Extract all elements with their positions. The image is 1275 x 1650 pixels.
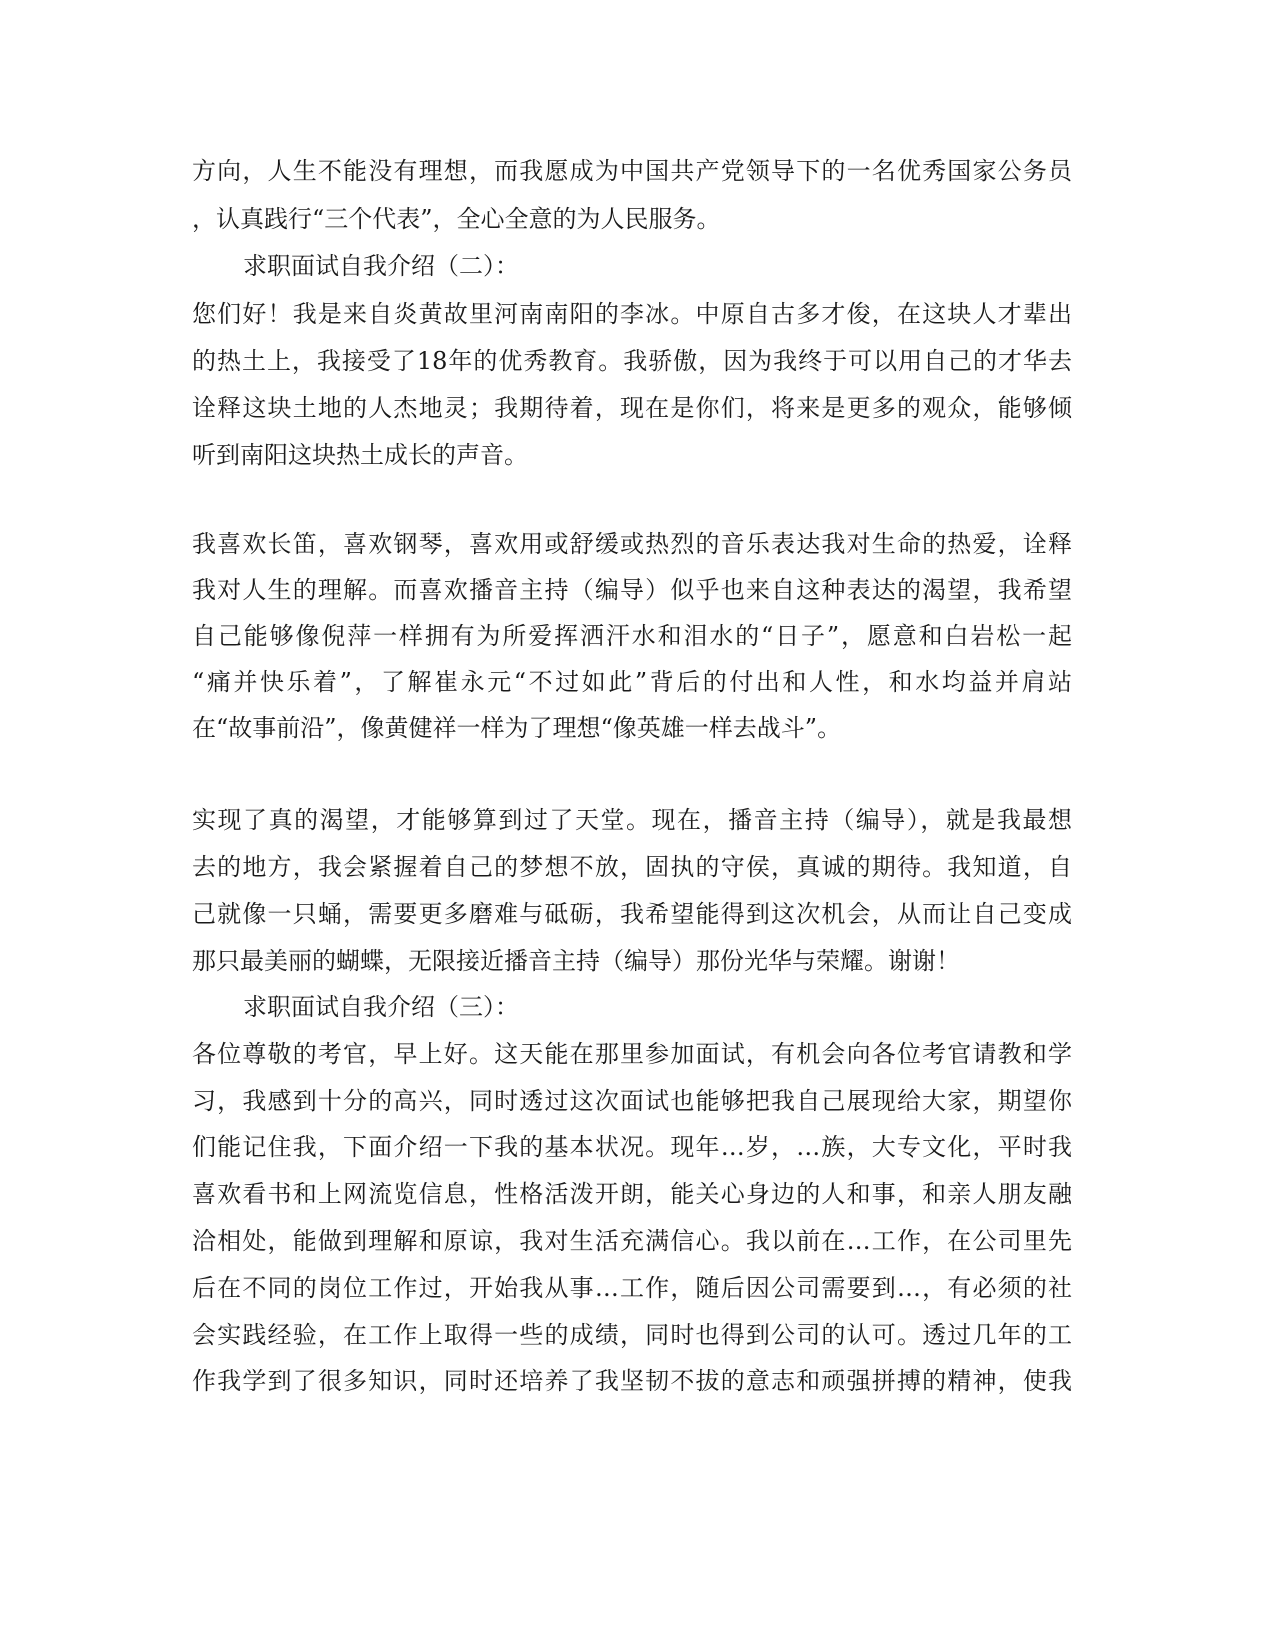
text-line: ，认真践行“三个代表”，全心全意的为人民服务。 xyxy=(192,205,721,233)
text-line: 洽相处，能做到理解和原谅，我对生活充满信心。我以前在…工作，在公司里先 xyxy=(192,1227,1072,1255)
text-line: 们能记住我，下面介绍一下我的基本状况。现年…岁，…族，大专文化，平时我 xyxy=(192,1133,1072,1161)
text-line: 喜欢看书和上网流览信息，性格活泼开朗，能关心身边的人和事，和亲人朋友融 xyxy=(192,1180,1072,1208)
text-line: 在“故事前沿”，像黄健祥一样为了理想“像英雄一样去战斗”。 xyxy=(192,714,842,742)
section-heading: 求职面试自我介绍（三）： xyxy=(243,993,519,1021)
text-line: 会实践经验，在工作上取得一些的成绩，同时也得到公司的认可。透过几年的工 xyxy=(192,1321,1072,1349)
text-line: 作我学到了很多知识，同时还培养了我坚韧不拔的意志和顽强拼搏的精神，使我 xyxy=(192,1367,1072,1395)
text-line: 习，我感到十分的高兴，同时透过这次面试也能够把我自己展现给大家，期望你 xyxy=(192,1087,1072,1115)
text-line: 的热土上，我接受了18年的优秀教育。我骄傲，因为我终于可以用自己的才华去 xyxy=(192,347,1072,375)
text-line: 听到南阳这块热土成长的声音。 xyxy=(192,441,528,469)
text-line: 后在不同的岗位工作过，开始我从事…工作，随后因公司需要到…，有必须的社 xyxy=(192,1274,1072,1302)
text-line: 去的地方，我会紧握着自己的梦想不放，固执的守侯，真诚的期待。我知道，自 xyxy=(192,853,1072,881)
text-line: 诠释这块土地的人杰地灵；我期待着，现在是你们，将来是更多的观众，能够倾 xyxy=(192,394,1072,422)
text-line: 自己能够像倪萍一样拥有为所爱挥洒汗水和泪水的“日子”，愿意和白岩松一起 xyxy=(192,622,1072,650)
text-line: 方向，人生不能没有理想，而我愿成为中国共产党领导下的一名优秀国家公务员 xyxy=(192,157,1072,185)
text-line: 我对人生的理解。而喜欢播音主持（编导）似乎也来自这种表达的渴望，我希望 xyxy=(192,576,1072,604)
text-line: “痛并快乐着”，了解崔永元“不过如此”背后的付出和人性，和水均益并肩站 xyxy=(192,668,1072,696)
text-line: 您们好！我是来自炎黄故里河南南阳的李冰。中原自古多才俊，在这块人才辈出 xyxy=(192,300,1072,328)
text-line: 那只最美丽的蝴蝶，无限接近播音主持（编导）那份光华与荣耀。谢谢！ xyxy=(192,947,960,975)
text-line: 己就像一只蛹，需要更多磨难与砥砺，我希望能得到这次机会，从而让自己变成 xyxy=(192,900,1072,928)
text-line: 实现了真的渴望，才能够算到过了天堂。现在，播音主持（编导），就是我最想 xyxy=(192,806,1072,834)
text-line: 我喜欢长笛，喜欢钢琴，喜欢用或舒缓或热烈的音乐表达我对生命的热爱，诠释 xyxy=(192,530,1072,558)
section-heading: 求职面试自我介绍（二）： xyxy=(243,252,519,280)
text-line: 各位尊敬的考官，早上好。这天能在那里参加面试，有机会向各位考官请教和学 xyxy=(192,1040,1072,1068)
